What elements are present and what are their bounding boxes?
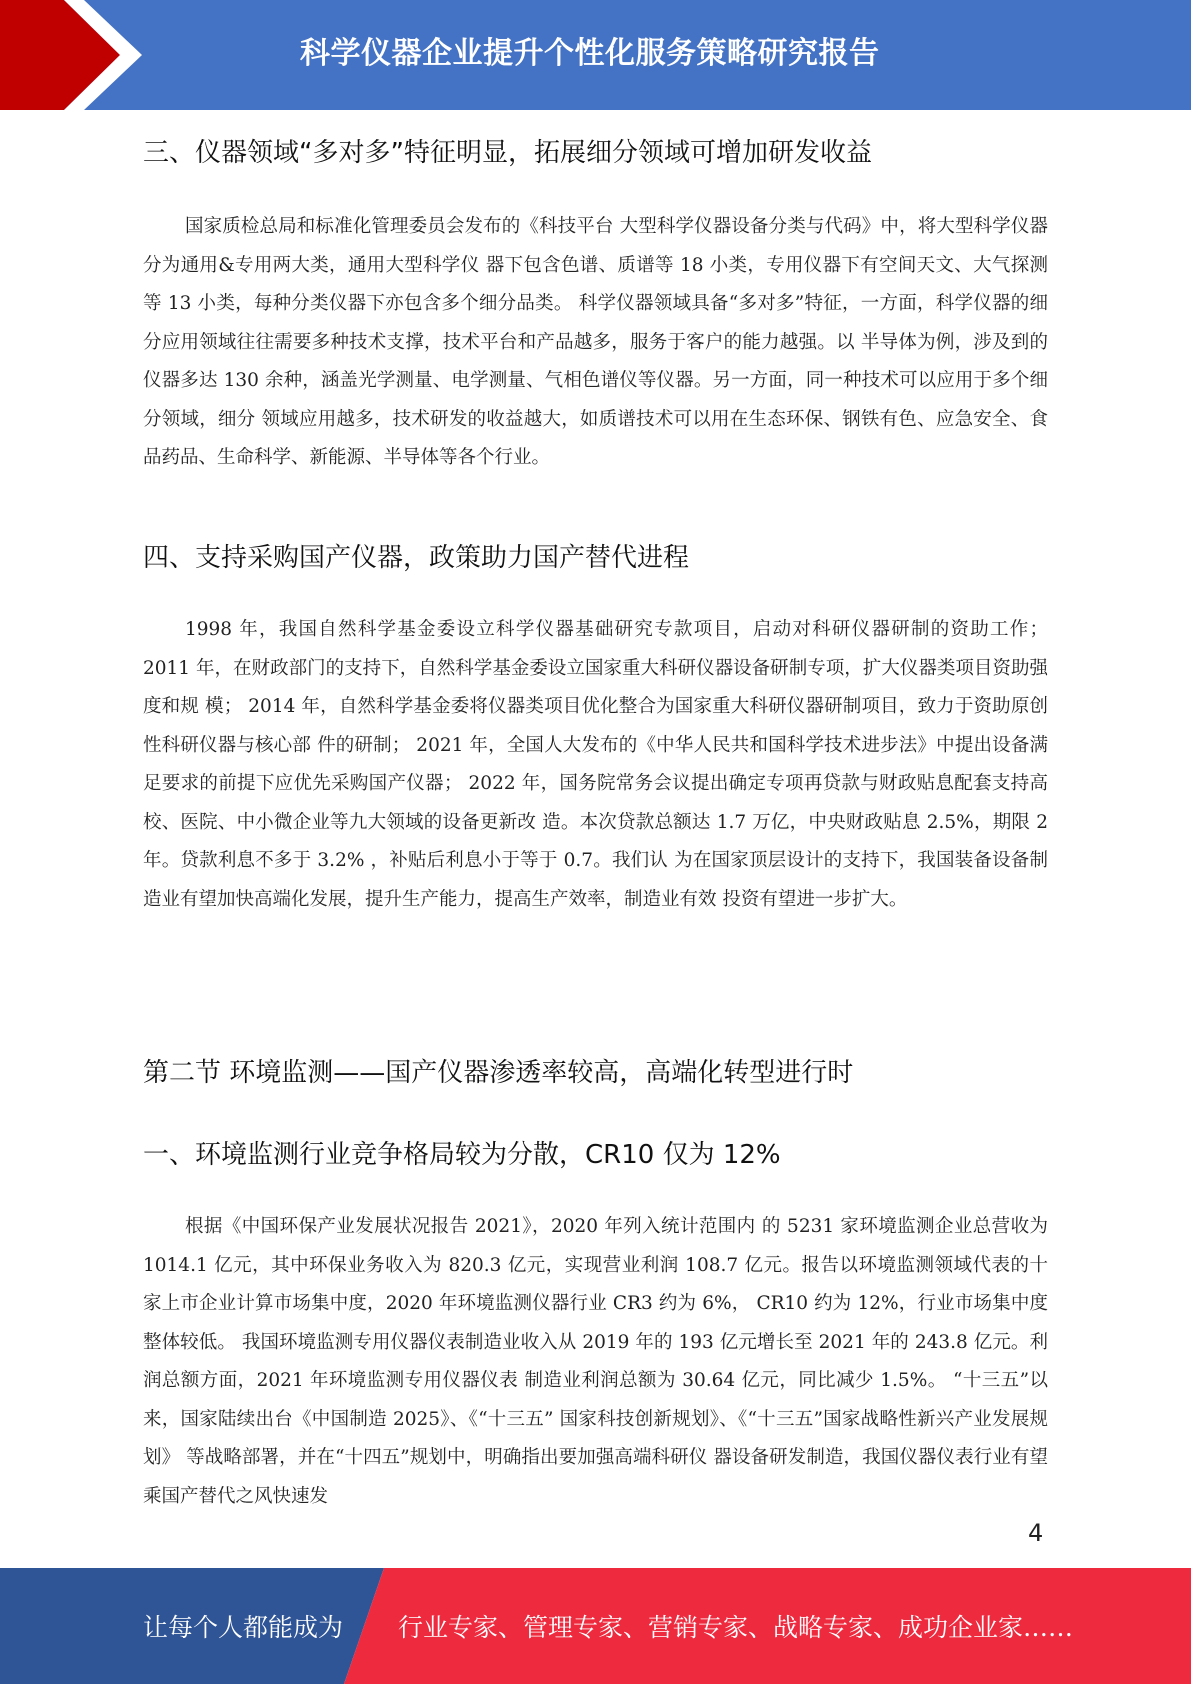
footer-slogan-right: 行业专家、管理专家、营销专家、战略专家、成功企业家…… <box>398 1613 1074 1642</box>
section-paragraph-4: 1998 年，我国自然科学基金委设立科学仪器基础研究专款项目，启动对科研仪器研制的资助工作； 2011 年，在财政部门的支持下，自然科学基金委设立国家重大科研仪器设备研制专项，扩大仪器类项目资助强度和规 模； 2014 年，自然科学基金委将仪器类项目优化整合为国家重大科研仪器研制项目，致力于资助原创性科研仪器与核心部 件的研制； 2021 年，全国人大发布的《中华人民共和国科学技术进步法》中提出设备满足要求的前提下应优先采购国产仪器； 2022 年，国务院常务会议提出确定专项再贷款与财政贴息配套支持高校、医院、中小微企业等九大领域的设备更新改 造。本次贷款总额达 1.7 万亿，中央财政贴息 2.5%，期限 2 年。贷款利息不多于 3.2% ，补贴后利息小于等于 0.7。我们认 为在国家顶层设计的支持下，我国装备设备制造业有望加快高端化发展，提升生产能力，提高生产效率，制造业有效 投资有望进一步扩大。 <box>143 619 1048 910</box>
page-number: 4 <box>1028 1519 1044 1547</box>
section-heading-4: 四、支持采购国产仪器，政策助力国产替代进程 <box>143 543 690 573</box>
chapter-heading-section-2: 第二节 环境监测——国产仪器渗透率较高，高端化转型进行时 <box>143 1058 854 1088</box>
footer-slogan-left: 让每个人都能成为 <box>143 1613 344 1642</box>
section-paragraph-1: 根据《中国环保产业发展状况报告 2021》，2020 年列入统计范围内 的 5231 家环境监测企业总营收为 1014.1 亿元，其中环保业务收入为 820.3 亿元，实现营业利润 108.7 亿元。报告以环境监测领域代表的十 家上市企业计算市场集中度，2020 年环境监测仪器行业 CR3 约为 6%， CR10 约为 12%，行业市场集中度整体较低。 我国环境监测专用仪器仪表制造业收入从 2019 年的 193 亿元增长至 2021 年的 243.8 亿元。利润总额方面，2021 年环境监测专用仪器仪表 制造业利润总额为 30.64 亿元，同比减少 1.5%。 “十三五”以来，国家陆续出台《中国制造 2025》、《“十三五” 国家科技创新规划》、《“十三五”国家战略性新兴产业发展规划》 等战略部署，并在“十四五”规划中，明确指出要加强高端科研仪 器设备研发制造，我国仪器仪表行业有望乘国产替代之风快速发 <box>143 1216 1048 1507</box>
section-heading-3: 三、仪器领域“多对多”特征明显，拓展细分领域可增加研发收益 <box>143 138 872 168</box>
section-paragraph-3: 国家质检总局和标准化管理委员会发布的《科技平台 大型科学仪器设备分类与代码》中，将大型科学仪器分为通用&专用两大类，通用大型科学仪 器下包含色谱、质谱等 18 小类，专用仪器下有空间天文、大气探测等 13 小类，每种分类仪器下亦包含多个细分品类。 科学仪器领域具备“多对多”特征，一方面，科学仪器的细分应用领域往往需要多种技术支撑，技术平台和产品越多，服务于客户的能力越强。以 半导体为例，涉及到的仪器多达 130 余种，涵盖光学测量、电学测量、气相色谱仪等仪器。另一方面，同一种技术可以应用于多个细分领域，细分 领域应用越多，技术研发的收益越大，如质谱技术可以用在生态环保、钢铁有色、应急安全、食品药品、生命科学、新能源、半导体等各个行业。 <box>143 216 1048 468</box>
header-title: 科学仪器企业提升个性化服务策略研究报告 <box>300 36 880 71</box>
page-header <box>0 0 1191 110</box>
section-heading-1: 一、环境监测行业竞争格局较为分散，CR10 仅为 12% <box>143 1140 781 1170</box>
page-footer <box>0 1568 1191 1684</box>
